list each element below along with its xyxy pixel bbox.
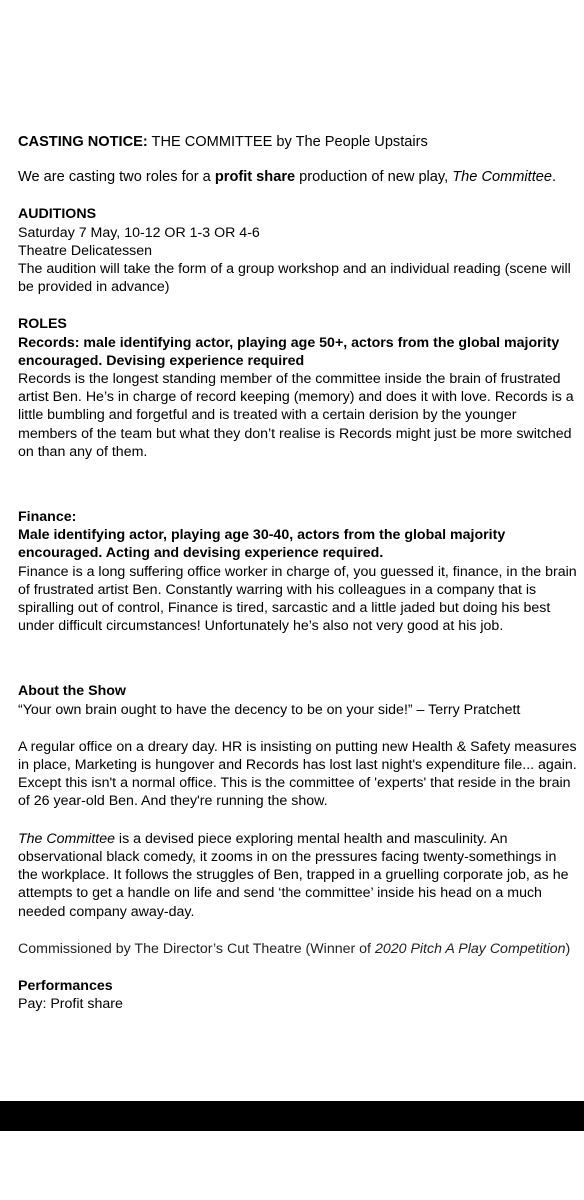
roles-heading: ROLES	[18, 316, 67, 333]
finance-name: Finance:	[18, 509, 77, 526]
show-paragraph-1: A regular office on a dreary day. HR is insisting on putting new Health & Safety measures in place, Marketing is hungover and Records has lost last night's expenditure file... again. Except this isn't a normal office. This is the committee of 'experts' that reside in the brain of 26 year-old Ben. And they're running the show.	[18, 738, 577, 810]
auditions-heading: AUDITIONS	[18, 206, 97, 223]
intro-text-3: .	[552, 169, 557, 186]
intro-paragraph	[18, 168, 578, 186]
performances-heading: Performances	[18, 977, 113, 994]
intro-text-2: production of new play,	[295, 169, 453, 186]
finance-spec: Male identifying actor, playing age 30-40, actors from the global majority encouraged. Acting and devising experience required.	[18, 527, 506, 562]
show-paragraph-2	[18, 830, 578, 921]
casting-notice	[18, 133, 578, 1013]
show-paragraph-2-text: is a devised piece exploring mental health and masculinity. An observational black comedy, it zooms in on the pressures facing twenty-somethings in the workplace. It follows the struggles of Ben, trapped in a gruelling corporate job, as he attempts to get a handle on life and send ‘the committee’ inside his head on a much needed company away-day.	[18, 830, 569, 920]
auditions-venue: Theatre Delicatessen	[18, 242, 153, 259]
intro-play-title: The Committee	[452, 169, 553, 186]
bottom-bar	[0, 1101, 584, 1131]
intro-profit-share: profit share	[214, 169, 296, 186]
show-play-title: The Committee	[18, 830, 115, 847]
notice-heading-title: THE COMMITTEE by The People Upstairs	[147, 134, 428, 150]
commission-line	[18, 940, 578, 958]
finance-description: Finance is a long suffering office worker in charge of, you guessed it, finance, in the brain of frustrated artist Ben. Constantly warring with his colleagues in a company that is spiralling out of control, Finance is tired, sarcastic and a little jaded but doing his best under difficult circumstances! Unfortunately he’s also not very good at his job.	[18, 563, 577, 635]
auditions-date: Saturday 7 May, 10-12 OR 1-3 OR 4-6	[18, 224, 260, 241]
bottom-area	[0, 1131, 584, 1200]
about-show-heading: About the Show	[18, 683, 126, 700]
pay-line: Pay: Profit share	[18, 996, 123, 1013]
records-description: Records is the longest standing member of the committee inside the brain of frustrated artist Ben. He’s in charge of record keeping (memory) and does it with love. Records is a little bumbling and forgetful and is treated with a certain derision by the younger members of the team but what they don’t realise is Records might just be more switched on than any of them.	[18, 371, 574, 460]
notice-heading-label: CASTING NOTICE:	[18, 134, 148, 150]
auditions-format: The audition will take the form of a group workshop and an individual reading (scene will be provided in advance)	[18, 261, 571, 296]
pratchett-quote: “Your own brain ought to have the decency to be on your side!” – Terry Pratchett	[18, 701, 521, 718]
competition-name: 2020 Pitch A Play Competition	[374, 940, 566, 957]
records-spec: Records: male identifying actor, playing age 50+, actors from the global majority encouraged. Devising experience required	[18, 334, 560, 369]
notice-heading	[18, 133, 578, 151]
commission-close: )	[565, 940, 571, 957]
intro-text-1: We are casting two roles for a	[18, 169, 215, 186]
commission-text: Commissioned by The Director’s Cut Theatre (Winner of	[18, 940, 375, 957]
